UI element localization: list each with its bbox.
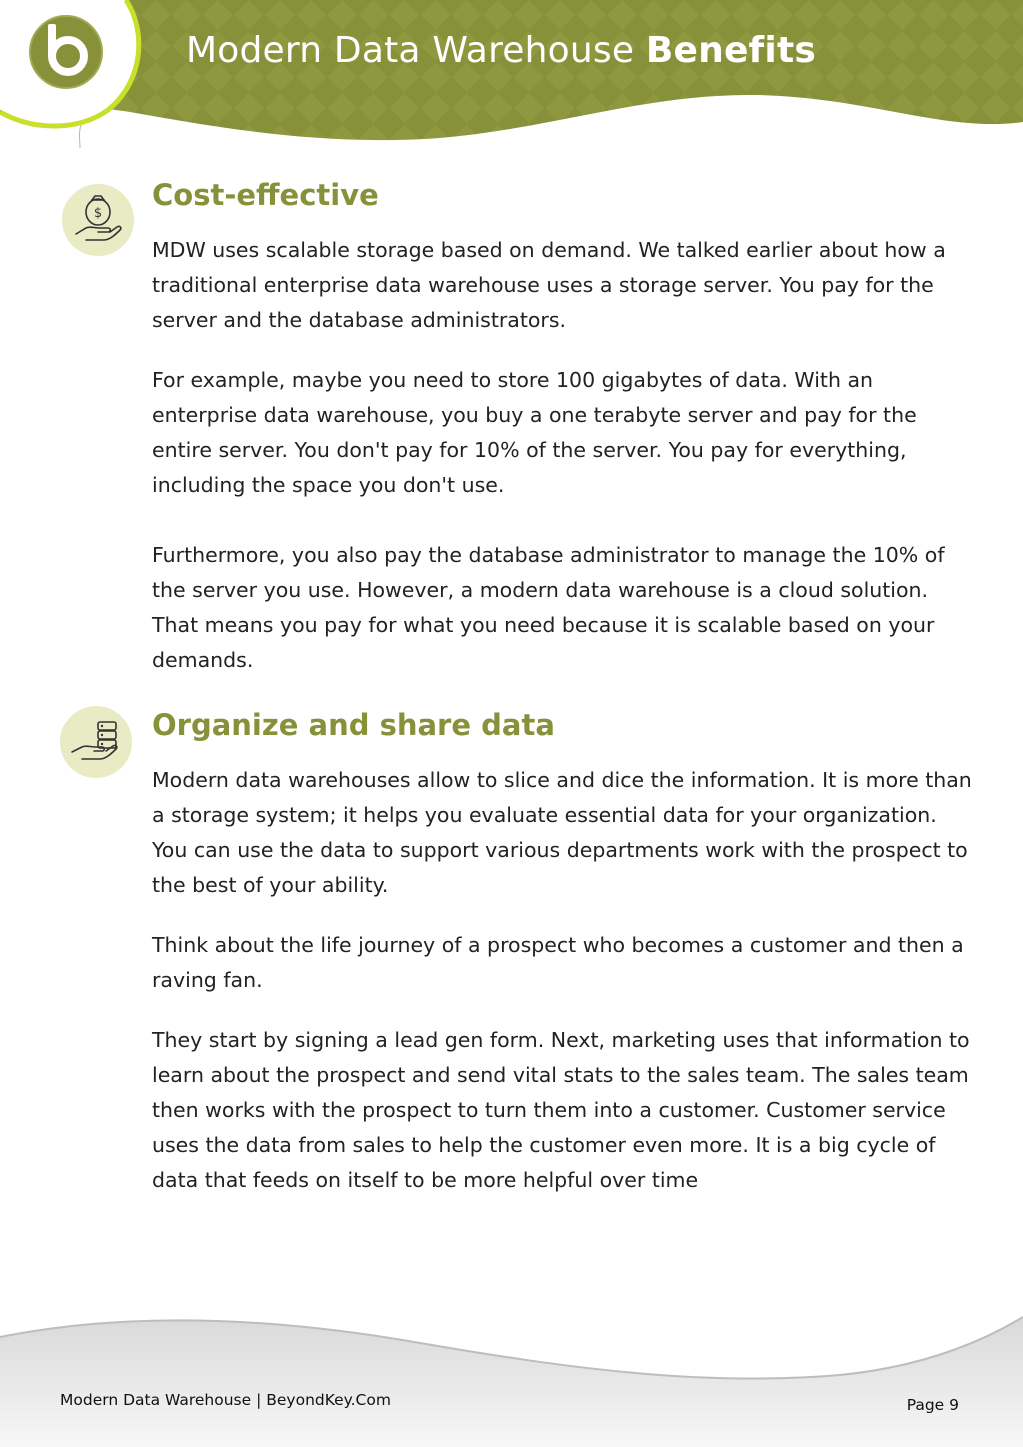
- money-bag-hand-icon: [60, 182, 136, 258]
- footer-document-name: Modern Data Warehouse | BeyondKey.Com: [60, 1391, 391, 1409]
- cost-paragraph-2: For example, maybe you need to store 100 gigabytes of data. With an enterprise data warehouse, you buy a one terabyte server and pay for the entire server. You don't pay for 10% of the server. You pay for everything, including the space you don't use.: [152, 368, 917, 497]
- footer-wave: [0, 1295, 1023, 1447]
- organize-paragraph-3: They start by signing a lead gen form. Next, marketing uses that information to learn about the prospect and send vital stats to the sales team. The sales team then works with the prospect to turn them into a customer. Customer service uses the data from sales to help the customer even more. It is a big cycle of data that feeds on itself to be more helpful over time: [152, 1028, 970, 1192]
- section-title-cost-effective: Cost-effective: [152, 178, 379, 212]
- svg-text:$: $: [93, 206, 103, 221]
- organize-paragraph-2: Think about the life journey of a prospect who becomes a customer and then a raving fan.: [152, 933, 964, 992]
- page-number: Page 9: [906, 1396, 959, 1414]
- page-footer: [0, 1295, 1023, 1447]
- database-hand-icon: [58, 704, 134, 780]
- cost-paragraph-1: MDW uses scalable storage based on demand. We talked earlier about how a traditional enterprise data warehouse uses a storage server. You pay for the server and the database administrators.: [152, 238, 946, 332]
- page-header: [0, 0, 1023, 160]
- page-title: [186, 30, 816, 71]
- page-title-regular: Modern Data Warehouse: [186, 30, 635, 71]
- organize-paragraph-1: Modern data warehouses allow to slice and dice the information. It is more than a storage system; it helps you evaluate essential data for your organization. You can use the data to support various departments work with the prospect to the best of your ability.: [152, 768, 972, 897]
- page-title-bold: Benefits: [645, 30, 816, 71]
- header-banner: [0, 0, 1023, 160]
- brand-logo: [0, 0, 150, 130]
- section-title-organize-share: Organize and share data: [152, 708, 555, 742]
- cost-paragraph-3: Furthermore, you also pay the database administrator to manage the 10% of the server you use. However, a modern data warehouse is a cloud solution. That means you pay for what you need because it is scalable based on your demands.: [152, 543, 945, 672]
